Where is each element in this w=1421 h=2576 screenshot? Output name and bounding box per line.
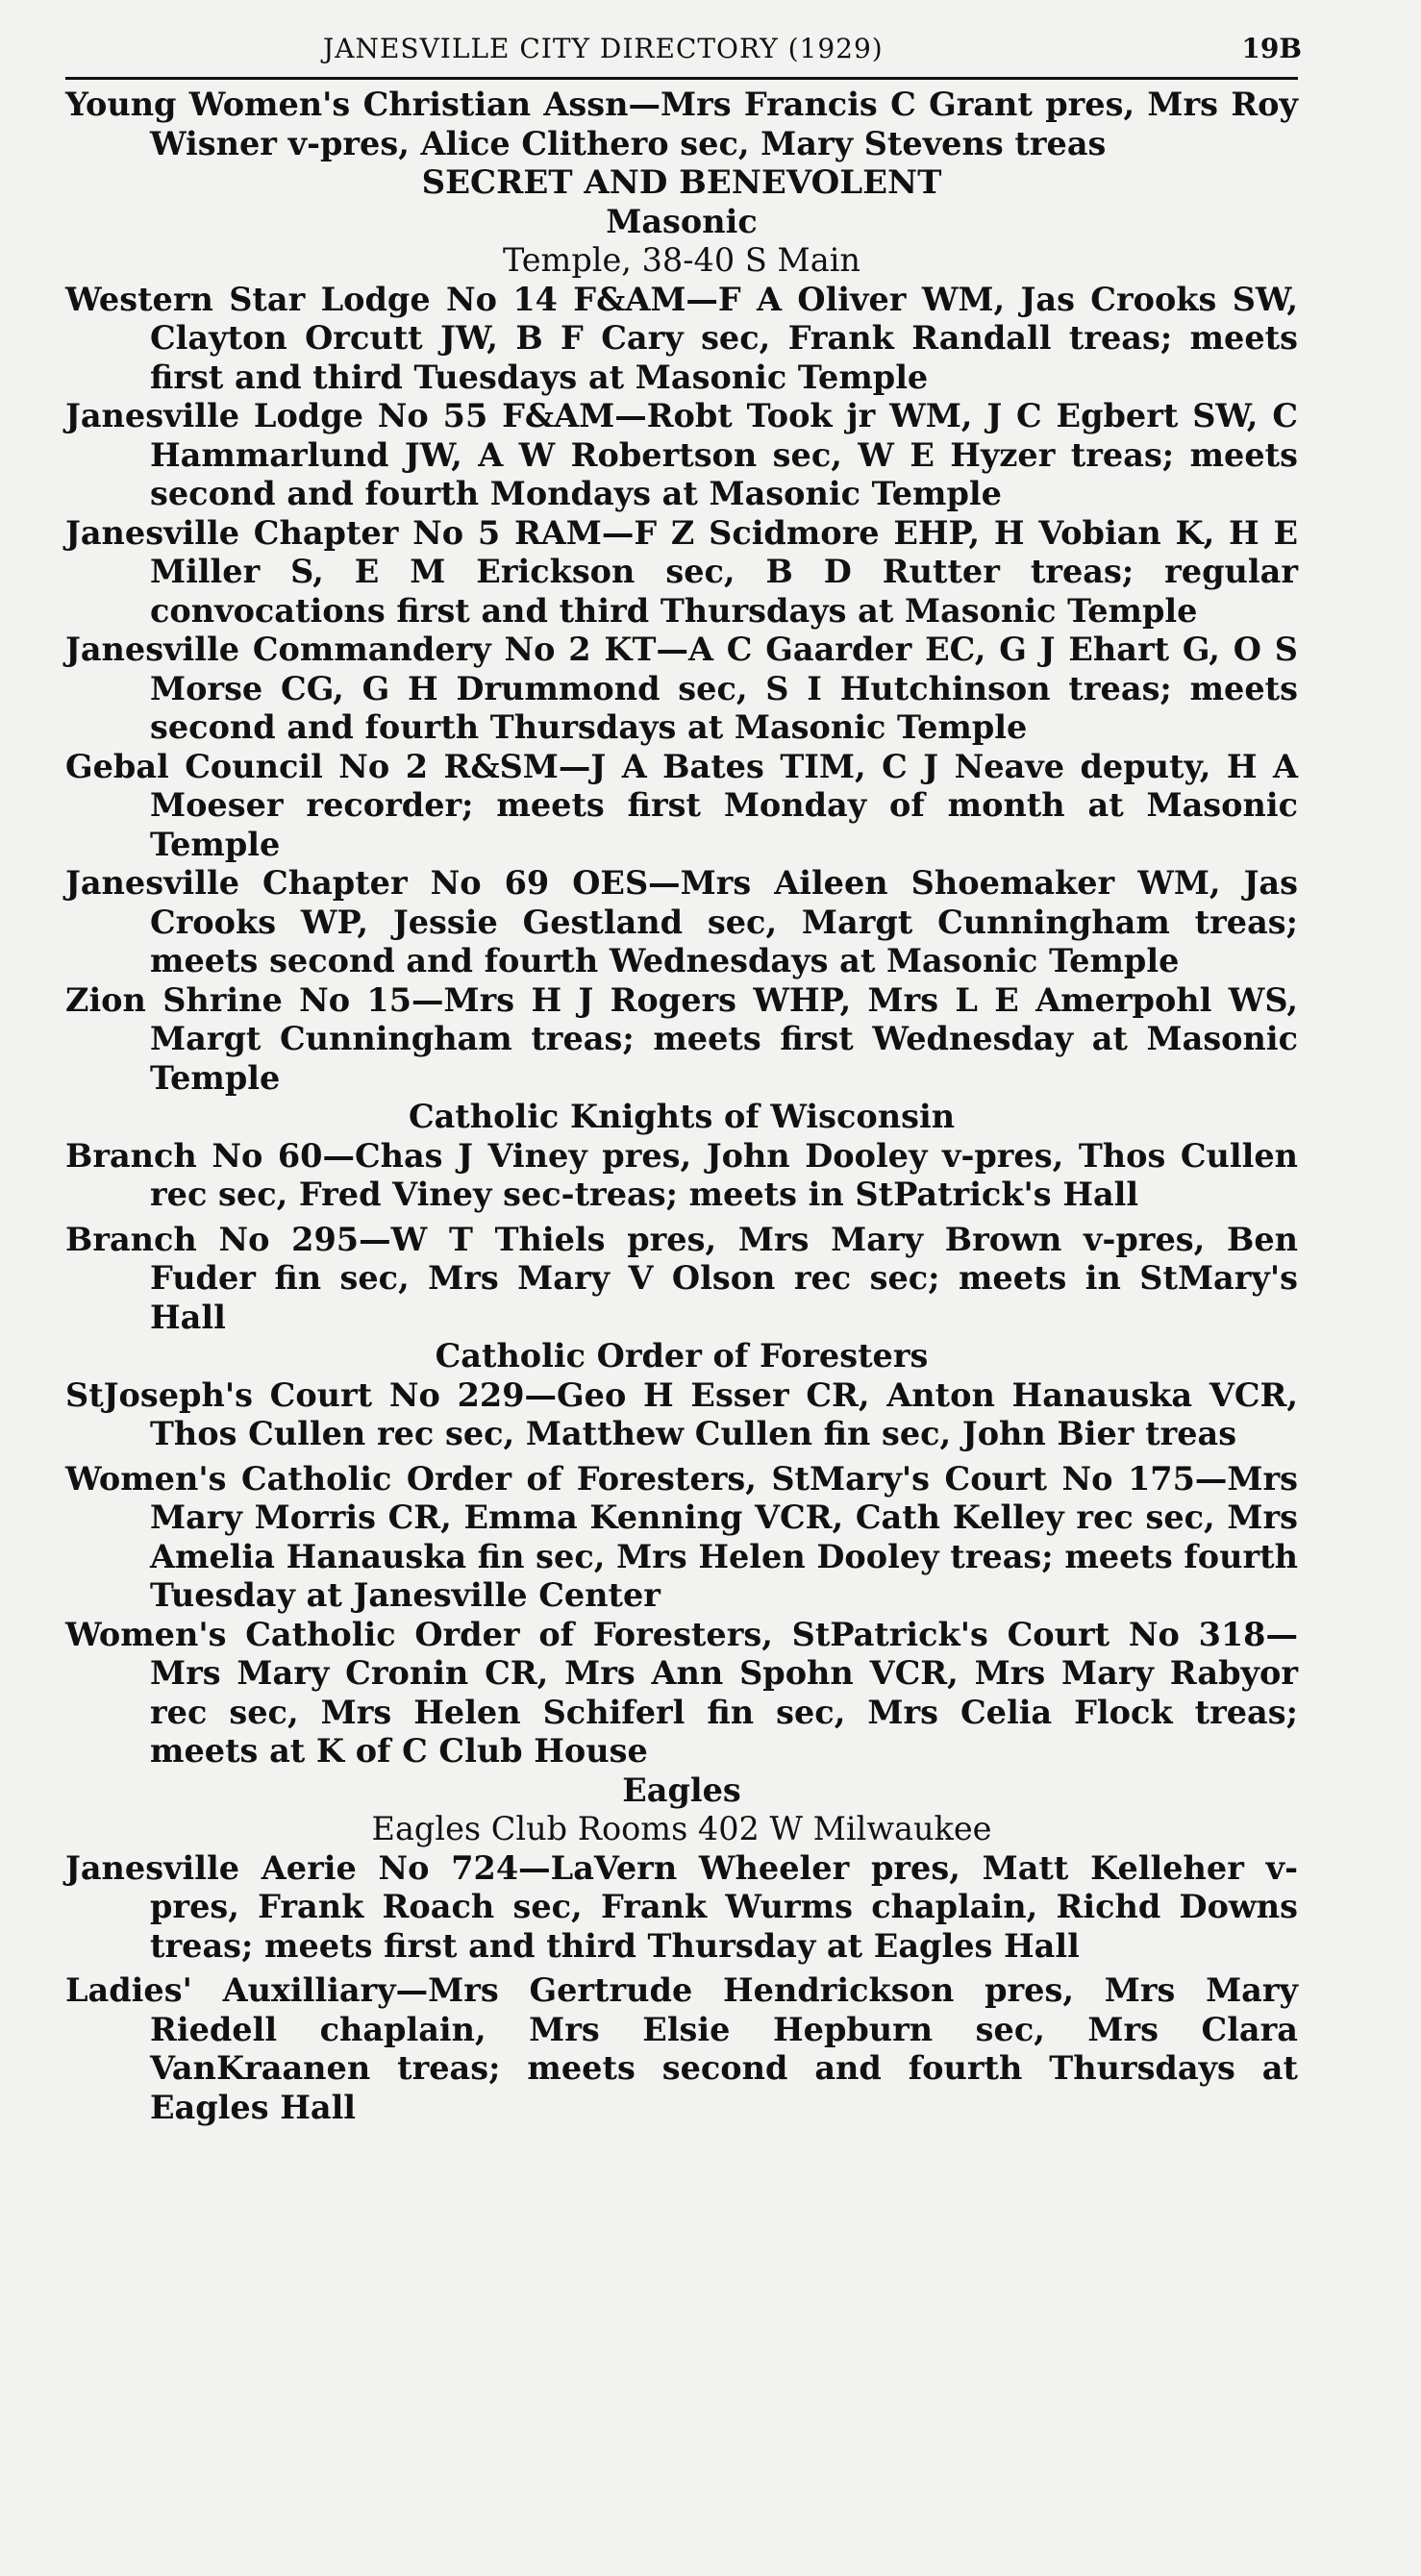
eagles-entry-ladies-auxilliary: Ladies' Auxilliary—Mrs Gertrude Hendrickson pres, Mrs Mary Riedell chaplain, Mrs Elsie Hepburn sec, Mrs Clara VanKraanen treas; meets second and fourth Thursdays at Eagles Hall bbox=[65, 1971, 1298, 2126]
masonic-entry-commandery: Janesville Commandery No 2 KT—A C Gaarder EC, G J Ehart G, O S Morse CG, G H Drummond sec, S I Hutchinson treas; meets second and fourth Thursdays at Masonic Temple bbox=[65, 631, 1298, 746]
masonic-heading: Masonic bbox=[606, 202, 758, 240]
foresters-entry-stpatrick: Women's Catholic Order of Foresters, StPatrick's Court No 318—Mrs Mary Cronin CR, Mrs Ann Spohn VCR, Mrs Mary Rabyor rec sec, Mrs Helen Schiferl fin sec, Mrs Celia Flock treas; meets at K of C Club House bbox=[65, 1615, 1298, 1770]
masonic-address: Temple, 38-40 S Main bbox=[502, 241, 860, 279]
foresters-entry-stmary: Women's Catholic Order of Foresters, StMary's Court No 175—Mrs Mary Morris CR, Emma Kenning VCR, Cath Kelley rec sec, Mrs Amelia Hanauska fin sec, Mrs Helen Dooley treas; meets fourth Tuesday at Janesville Center bbox=[65, 1459, 1298, 1614]
eagles-heading: Eagles bbox=[622, 1771, 741, 1809]
catholic-foresters-heading: Catholic Order of Foresters bbox=[435, 1337, 929, 1375]
masonic-entry-chapter-5: Janesville Chapter No 5 RAM—F Z Scidmore EHP, H Vobian K, H E Miller S, E M Erickson sec, B D Rutter treas; regular convocations first and third Thursdays at Masonic Temple bbox=[65, 513, 1298, 630]
knights-entry-branch-295: Branch No 295—W T Thiels pres, Mrs Mary Brown v-pres, Ben Fuder fin sec, Mrs Mary V Olson rec sec; meets in StMary's Hall bbox=[65, 1220, 1298, 1336]
eagles-entry-aerie: Janesville Aerie No 724—LaVern Wheeler pres, Matt Kelleher v-pres, Frank Roach sec, Frank Wurms chaplain, Richd Downs treas; meets first and third Thursday at Eagles Hall bbox=[65, 1848, 1298, 1965]
section-title: SECRET AND BENEVOLENT bbox=[421, 163, 942, 202]
running-header bbox=[65, 29, 1302, 80]
catholic-knights-heading: Catholic Knights of Wisconsin bbox=[408, 1098, 956, 1135]
masonic-entry-chapter-69: Janesville Chapter No 69 OES—Mrs Aileen Shoemaker WM, Jas Crooks WP, Jessie Gestland sec, Margt Cunningham treas; meets second and fourth Wednesdays at Masonic Temple bbox=[65, 864, 1298, 979]
ywca-entry: Young Women's Christian Assn—Mrs Francis C Grant pres, Mrs Roy Wisner v-pres, Alice Clithero sec, Mary Stevens treas bbox=[65, 86, 1298, 162]
page-number: 19B bbox=[1241, 33, 1302, 64]
masonic-entry-gebal-council: Gebal Council No 2 R&SM—J A Bates TIM, C J Neave deputy, H A Moeser recorder; meets first Monday of month at Masonic Temple bbox=[65, 747, 1298, 863]
foresters-entry-stjoseph: StJoseph's Court No 229—Geo H Esser CR, Anton Hanauska VCR, Thos Cullen rec sec, Matthew Cullen fin sec, John Bier treas bbox=[65, 1375, 1298, 1452]
masonic-entry-western-star: Western Star Lodge No 14 F&AM—F A Oliver WM, Jas Crooks SW, Clayton Orcutt JW, B F Cary sec, Frank Randall treas; meets first and third Tuesdays at Masonic Temple bbox=[65, 280, 1298, 396]
masonic-entry-janesville-lodge: Janesville Lodge No 55 F&AM—Robt Took jr WM, J C Egbert SW, C Hammarlund JW, A W Robertson sec, W E Hyzer treas; meets second and fourth Mondays at Masonic Temple bbox=[65, 397, 1298, 512]
eagles-address: Eagles Club Rooms 402 W Milwaukee bbox=[371, 1810, 992, 1847]
running-title: JANESVILLE CITY DIRECTORY (1929) bbox=[323, 33, 884, 64]
knights-entry-branch-60: Branch No 60—Chas J Viney pres, John Dooley v-pres, Thos Cullen rec sec, Fred Viney sec-treas; meets in StPatrick's Hall bbox=[65, 1136, 1298, 1213]
masonic-entry-zion-shrine: Zion Shrine No 15—Mrs H J Rogers WHP, Mrs L E Amerpohl WS, Margt Cunningham treas; meets first Wednesday at Masonic Temple bbox=[65, 980, 1298, 1097]
